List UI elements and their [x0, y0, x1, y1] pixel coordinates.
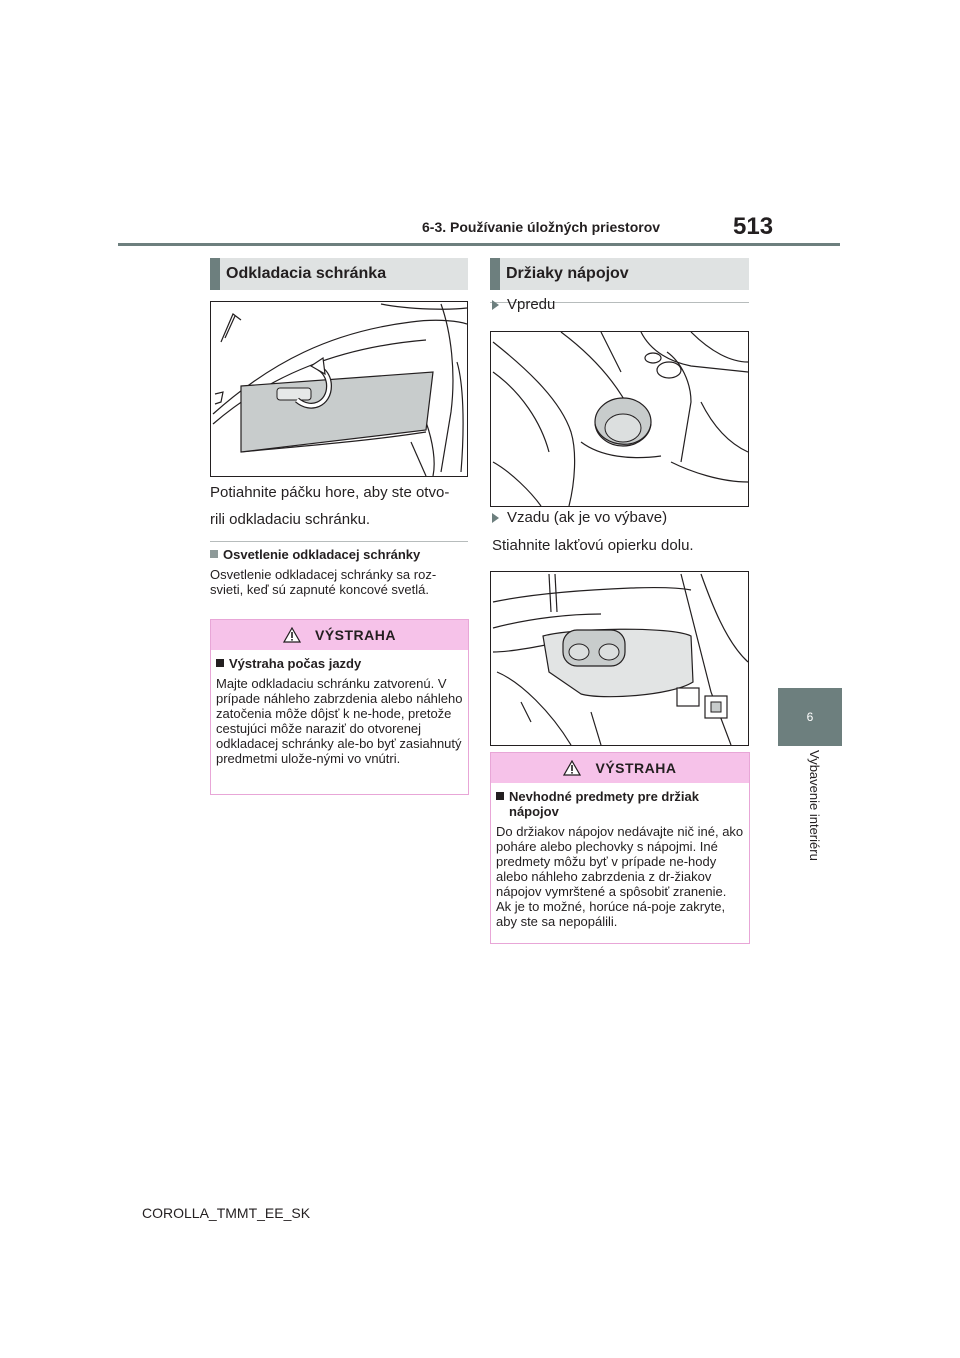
warning-title: VÝSTRAHA	[314, 627, 396, 643]
front-cupholder-drawing	[491, 332, 748, 506]
arrow-bullet-icon	[492, 513, 499, 523]
glovebox-illustration	[210, 301, 468, 477]
warning-item-title: Výstraha počas jazdy	[229, 656, 362, 671]
subsection-title: Osvetlenie odkladacej schránky	[223, 547, 421, 562]
page-number: 513	[733, 213, 774, 240]
chapter-number: 6	[806, 710, 814, 724]
list-item-front	[492, 296, 555, 313]
warning-box-cupholders	[490, 752, 750, 944]
item-rear-label: Vzadu (ak je vo výbave)	[507, 509, 668, 526]
rear-cupholder-illustration	[490, 571, 749, 746]
glovebox-caption-line1: Potiahnite páčku hore, aby ste otvo-	[210, 484, 450, 501]
warning-item-header	[496, 789, 744, 819]
arrow-bullet-icon	[492, 300, 499, 310]
list-item-rear	[492, 509, 667, 526]
section-title: Odkladacia schránka	[226, 265, 387, 282]
subsection-header	[210, 547, 468, 562]
rear-cupholder-drawing	[491, 572, 748, 745]
warning-triangle-icon	[563, 760, 581, 776]
glovebox-caption-line2: rili odkladaciu schránku.	[210, 511, 371, 528]
footer-model-code: COROLLA_TMMT_EE_SK	[142, 1205, 311, 1221]
left-column	[210, 258, 468, 303]
warning-header	[211, 620, 468, 650]
warning-box-glovebox	[210, 619, 469, 795]
subsection-divider	[210, 541, 468, 542]
warning-header	[491, 753, 749, 783]
warning-item-title: Nevhodné predmety pre držiak nápojov	[509, 789, 699, 819]
square-bullet-icon	[496, 792, 504, 800]
square-bullet-icon	[216, 659, 224, 667]
section-header-bar	[210, 258, 220, 290]
item-front-label: Vpredu	[507, 296, 556, 313]
section-title: Držiaky nápojov	[506, 265, 629, 282]
warning-item-header	[216, 656, 463, 671]
square-bullet-icon	[210, 550, 218, 558]
chapter-title: Vybavenie interiéru	[807, 750, 822, 861]
warning-title: VÝSTRAHA	[595, 760, 677, 776]
header-rule	[118, 243, 840, 246]
section-header-glovebox	[210, 258, 468, 290]
front-cupholder-illustration	[490, 331, 749, 507]
subsection-text: Osvetlenie odkladacej schránky sa roz-svieti, keď sú zapnuté koncové svetlá.	[210, 567, 437, 597]
running-header-section: 6-3. Používanie úložných priestorov	[422, 219, 661, 235]
warning-triangle-icon	[283, 627, 301, 643]
rear-instruction: Stiahnite lakťovú opierku dolu.	[492, 537, 694, 554]
glovebox-caption	[210, 479, 480, 533]
glovebox-drawing	[211, 302, 467, 476]
warning-item-text: Majte odkladaciu schránku zatvorenú. V prípade náhleho zabrzdenia alebo náhleho zatočenia môže dôjsť k ne-hode, pretože cestujúci môže naraziť do otvorenej odkladacej schránky ale-bo byť zasiahnutý predmetmi ulože-nými vo vnútri.	[216, 676, 463, 766]
warning-body	[211, 650, 468, 772]
section-header-cupholders	[490, 258, 749, 290]
section-header-bar	[490, 258, 500, 290]
warning-body	[491, 783, 749, 935]
chapter-tab	[778, 688, 842, 746]
warning-item-text: Do držiakov nápojov nedávajte nič iné, ako poháre alebo plechovky s nápojmi. Iné predmety môžu byť v prípade ne-hody alebo náhleho zabrzdenia z dr-žiakov nápojov vymrštené a spôsobiť zranenie. Ak je to možné, horúce ná-poje zakryte, aby ste sa nepopálili.	[496, 824, 744, 929]
